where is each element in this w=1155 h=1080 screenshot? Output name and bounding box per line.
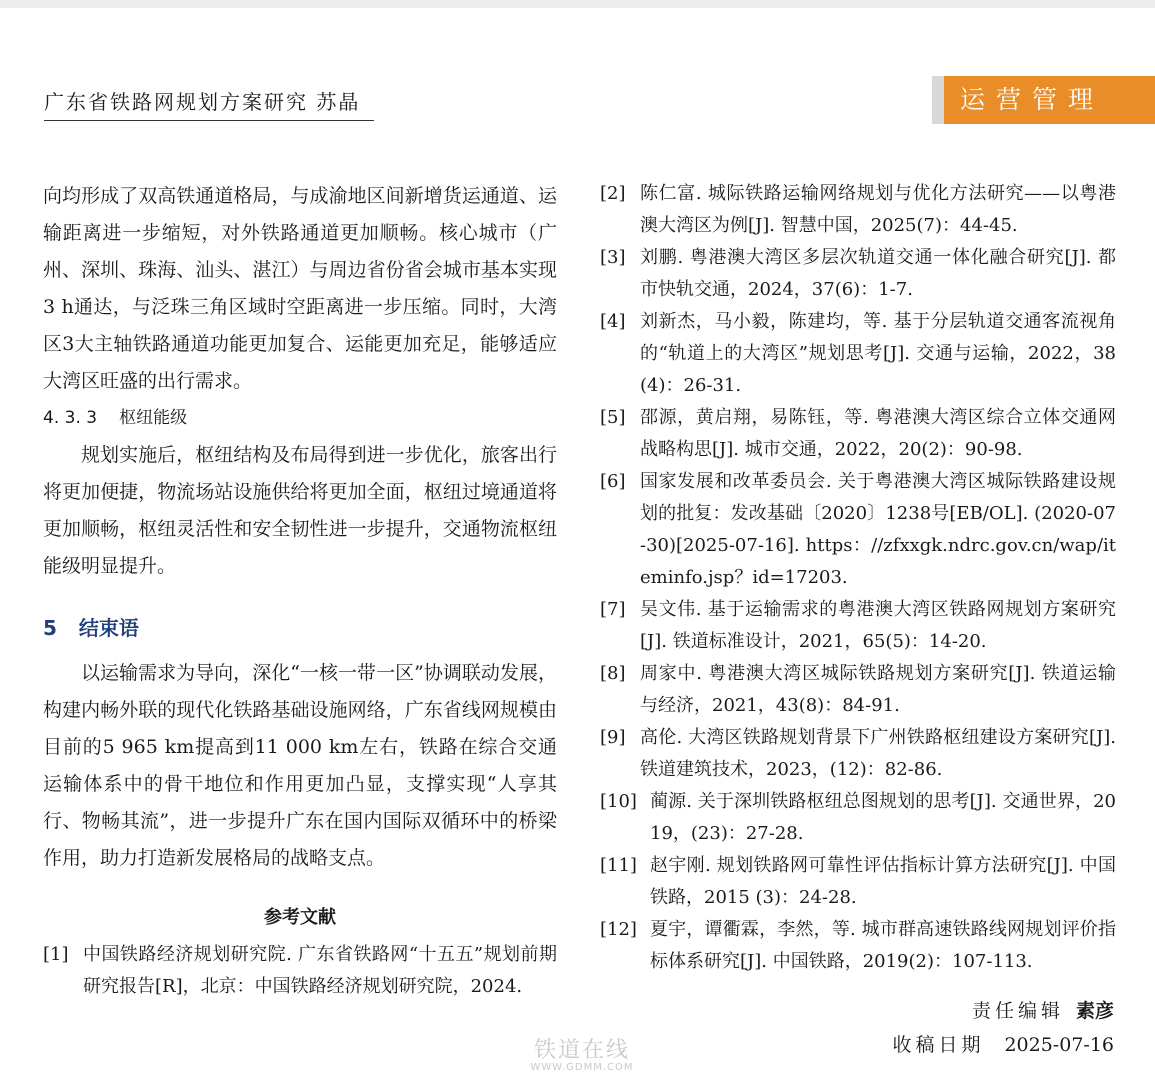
left-column — [43, 178, 557, 1003]
reference-number: [7] — [600, 599, 626, 620]
reference-item — [600, 914, 1116, 978]
reference-number: [8] — [600, 663, 626, 684]
section-heading — [43, 611, 557, 645]
watermark-url: WWW.GDMM.COM — [530, 1062, 634, 1073]
references-heading: 参考文献 — [264, 907, 336, 928]
reference-item — [600, 306, 1116, 402]
reference-item — [600, 242, 1116, 306]
reference-text: 国家发展和改革委员会. 关于粤港澳大湾区城际铁路建设规划的批复：发改基础〔2020〕1238号[EB/OL]. (2020-07-30)[2025-07-16]. https：//zfxxgk.ndrc.gov.cn/wap/iteminfo.jsp？id=17203. — [640, 471, 1116, 588]
reference-text: 赵宇刚. 规划铁路网可靠性评估指标计算方法研究[J]. 中国铁路，2015 (3)：24-28. — [650, 855, 1116, 908]
reference-number: [12] — [600, 919, 637, 940]
reference-item — [600, 466, 1116, 594]
section-title: 结束语 — [78, 616, 139, 640]
reference-number: [10] — [600, 791, 637, 812]
running-header: 广东省铁路网规划方案研究 苏晶 — [44, 86, 374, 121]
reference-item — [600, 594, 1116, 658]
editor-label: 责任编辑 — [971, 1000, 1064, 1022]
reference-text: 邵源，黄启翔，易陈钰，等. 粤港澳大湾区综合立体交通网战略构思[J]. 城市交通，2022，20(2)：90-98. — [640, 407, 1116, 460]
reference-text: 吴文伟. 基于运输需求的粤港澳大湾区铁路网规划方案研究[J]. 铁道标准设计，2021，65(5)：14-20. — [640, 599, 1116, 652]
editor-line — [950, 996, 1114, 1023]
reference-item — [600, 402, 1116, 466]
reference-item — [600, 178, 1116, 242]
body-paragraph-2: 规划实施后，枢纽结构及布局得到进一步优化，旅客出行将更加便捷，物流场站设施供给将更加全面，枢纽过境通道将更加顺畅，枢纽灵活性和安全韧性进一步提升，交通物流枢纽能级明显提升。 — [43, 444, 557, 577]
reference-text: 刘新杰，马小毅，陈建均，等. 基于分层轨道交通客流视角的“轨道上的大湾区”规划思考[J]. 交通与运输，2022，38(4)：26-31. — [640, 311, 1116, 396]
section-banner: 运营管理 — [932, 76, 1155, 124]
right-column — [600, 178, 1116, 978]
reference-item — [600, 658, 1116, 722]
reference-item — [600, 722, 1116, 786]
reference-item — [600, 786, 1116, 850]
subsection-number: 4. 3. 3 — [43, 408, 98, 428]
reference-number: [1] — [43, 944, 69, 965]
watermark — [482, 1040, 682, 1076]
reference-number: [3] — [600, 247, 626, 268]
subsection-title: 枢纽能级 — [119, 408, 188, 428]
reference-item — [600, 850, 1116, 914]
body-paragraph-1: 向均形成了双高铁通道格局，与成渝地区间新增货运通道、运输距离进一步缩短，对外铁路通道更加顺畅。核心城市（广州、深圳、珠海、汕头、湛江）与周边省份省会城市基本实现3 h通达，与泛珠三角区域时空距离进一步压缩。同时，大湾区3大主轴铁路通道功能更加复合、运能更加充足，能够适应大湾区旺盛的出行需求。 — [43, 185, 557, 392]
reference-number: [6] — [600, 471, 626, 492]
reference-text: 中国铁路经济规划研究院. 广东省铁路网“十五五”规划前期研究报告[R]，北京：中国铁路经济规划研究院，2024. — [83, 944, 557, 997]
body-paragraph-3: 以运输需求为导向，深化“一核一带一区”协调联动发展，构建内畅外联的现代化铁路基础设施网络，广东省线网规模由目前的5 965 km提高到11 000 km左右，铁路在综合交通运输体系中的骨干地位和作用更加凸显，支撑实现“人享其行、物畅其流”，进一步提升广东在国内国际双循环中的桥梁作用，助力打造新发展格局的战略支点。 — [43, 662, 557, 869]
reference-text: 刘鹏. 粤港澳大湾区多层次轨道交通一体化融合研究[J]. 都市快轨交通，2024，37(6)：1-7. — [640, 247, 1116, 300]
received-label: 收稿日期 — [892, 1034, 985, 1056]
reference-number: [9] — [600, 727, 626, 748]
reference-text: 陈仁富. 城际铁路运输网络规划与优化方法研究——以粤港澳大湾区为例[J]. 智慧中国，2025(7)：44-45. — [640, 183, 1116, 236]
reference-number: [4] — [600, 311, 626, 332]
reference-text: 周家中. 粤港澳大湾区城际铁路规划方案研究[J]. 铁道运输与经济，2021，43(8)：84-91. — [640, 663, 1116, 716]
reference-text: 高伦. 大湾区铁路规划背景下广州铁路枢纽建设方案研究[J]. 铁道建筑技术，2023，(12)：82-86. — [640, 727, 1116, 780]
reference-number: [11] — [600, 855, 637, 876]
reference-number: [5] — [600, 407, 626, 428]
received-date: 2025-07-16 — [1004, 1034, 1114, 1056]
top-margin-strip — [0, 0, 1155, 8]
reference-item — [43, 939, 557, 1003]
reference-number: [2] — [600, 183, 626, 204]
section-number: 5 — [43, 616, 57, 640]
editor-name: 素彦 — [1075, 1000, 1114, 1022]
reference-text: 夏宇，谭衢霖，李然，等. 城市群高速铁路线网规划评价指标体系研究[J]. 中国铁路，2019(2)：107-113. — [650, 919, 1116, 972]
watermark-logo: 铁道在线 — [533, 1038, 630, 1063]
reference-text: 蔺源. 关于深圳铁路枢纽总图规划的思考[J]. 交通世界，2019，(23)：27-28. — [650, 791, 1116, 844]
subsection-heading — [43, 400, 557, 437]
received-date-line — [860, 1030, 1114, 1057]
